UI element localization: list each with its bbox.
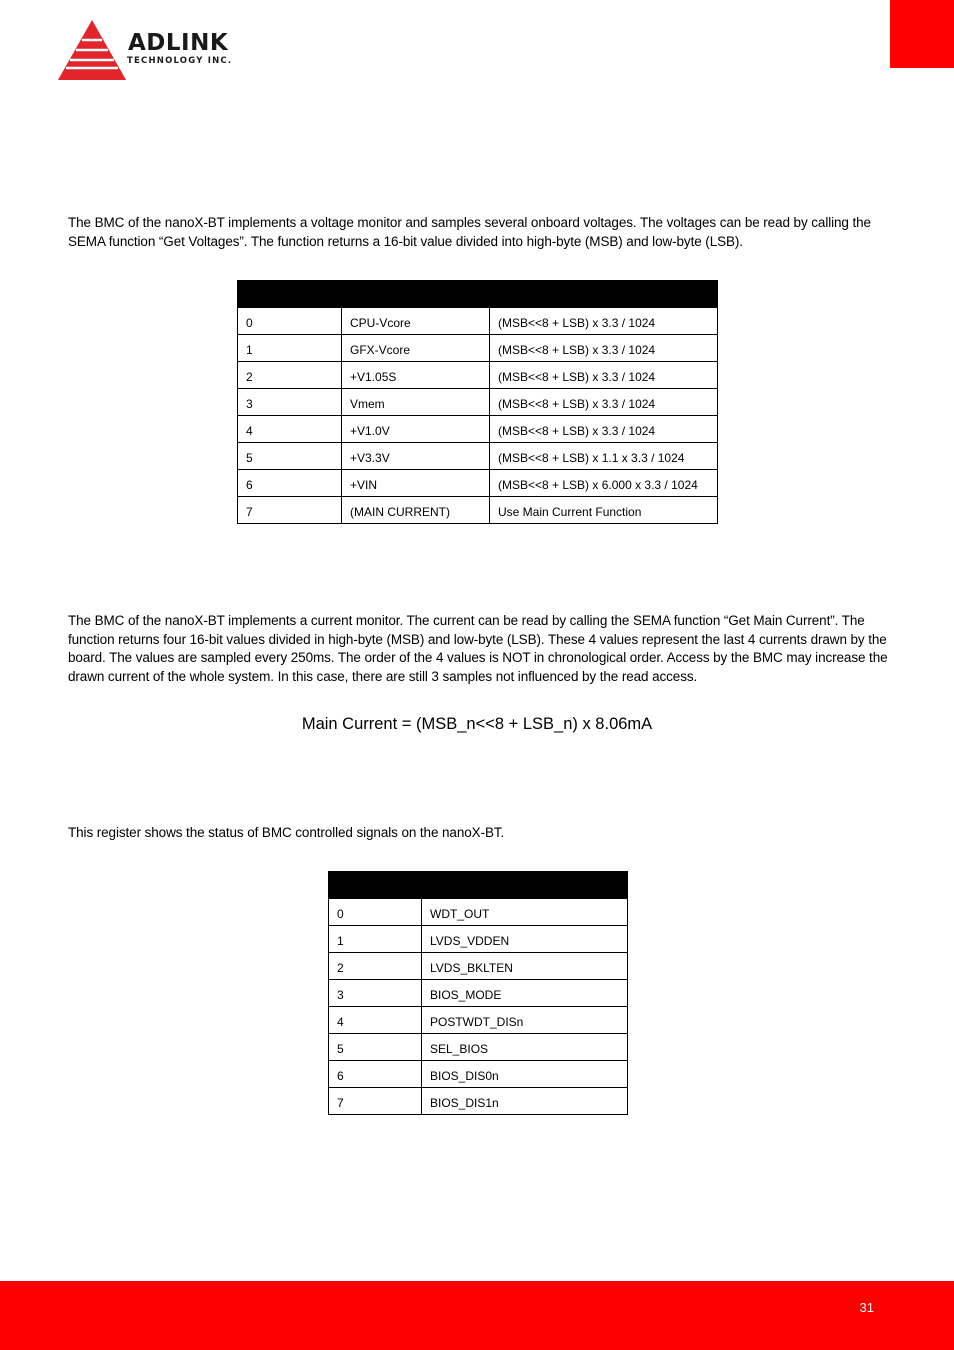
voltage-name: +V1.05S <box>342 362 490 389</box>
voltage-name: CPU-Vcore <box>342 308 490 335</box>
table-row <box>329 1034 628 1061</box>
voltage-formula: Use Main Current Function <box>490 497 718 524</box>
brand-subtitle: TECHNOLOGY INC. <box>127 56 233 66</box>
voltage-index: 2 <box>238 362 342 389</box>
signal-table <box>328 871 628 1115</box>
signal-name: POSTWDT_DISn <box>422 1007 628 1034</box>
brand-name: ADLINK <box>128 30 229 56</box>
voltage-formula: (MSB<<8 + LSB) x 1.1 x 3.3 / 1024 <box>490 443 718 470</box>
voltage-index: 6 <box>238 470 342 497</box>
voltage-index: 1 <box>238 335 342 362</box>
corner-tab <box>890 0 954 68</box>
table-row <box>238 443 718 470</box>
voltage-formula: (MSB<<8 + LSB) x 3.3 / 1024 <box>490 416 718 443</box>
voltage-formula: (MSB<<8 + LSB) x 3.3 / 1024 <box>490 335 718 362</box>
table-row <box>238 308 718 335</box>
voltage-name: Vmem <box>342 389 490 416</box>
signal-name: BIOS_DIS0n <box>422 1061 628 1088</box>
current-intro: The BMC of the nanoX-BT implements a current monitor. The current can be read by calling the SEMA function “Get Main Current”. The function returns four 16-bit values divided in high-byte (MSB) and low-byte (LSB). These 4 values represent the last 4 currents drawn by the board. The values are sampled every 250ms. The order of the 4 values is NOT in chronological order. Access by the BMC may increase the drawn current of the whole system. In this case, there are still 3 samples not influenced by the read access. <box>68 613 888 685</box>
voltage-name: +VIN <box>342 470 490 497</box>
table-row <box>238 497 718 524</box>
voltage-index: 5 <box>238 443 342 470</box>
voltage-name: GFX-Vcore <box>342 335 490 362</box>
signal-name: BIOS_DIS1n <box>422 1088 628 1115</box>
voltage-name: +V1.0V <box>342 416 490 443</box>
signal-bit: 1 <box>329 926 422 953</box>
voltage-name: +V3.3V <box>342 443 490 470</box>
table-row <box>329 980 628 1007</box>
table-row <box>238 389 718 416</box>
signal-table-header <box>329 872 628 899</box>
signal-intro: This register shows the status of BMC controlled signals on the nanoX-BT. <box>68 825 505 840</box>
voltage-formula: (MSB<<8 + LSB) x 3.3 / 1024 <box>490 389 718 416</box>
adlink-triangle-icon <box>56 18 126 86</box>
voltage-name: (MAIN CURRENT) <box>342 497 490 524</box>
signal-bit: 0 <box>329 899 422 926</box>
table-row <box>329 899 628 926</box>
signal-name: LVDS_BKLTEN <box>422 953 628 980</box>
voltage-intro: The BMC of the nanoX-BT implements a voltage monitor and samples several onboard voltages. The voltages can be read by calling the SEMA function “Get Voltages”. The function returns a 16-bit value divided into high-byte (MSB) and low-byte (LSB). <box>68 215 871 249</box>
voltage-index: 3 <box>238 389 342 416</box>
voltage-formula: (MSB<<8 + LSB) x 6.000 x 3.3 / 1024 <box>490 470 718 497</box>
table-row <box>238 416 718 443</box>
signal-bit: 6 <box>329 1061 422 1088</box>
voltage-table <box>237 280 718 524</box>
main-current-formula: Main Current = (MSB_n<<8 + LSB_n) x 8.06mA <box>301 715 653 733</box>
signal-bit: 4 <box>329 1007 422 1034</box>
voltage-index: 7 <box>238 497 342 524</box>
voltage-table-header <box>238 281 718 308</box>
table-row <box>238 335 718 362</box>
footer-bar <box>0 1281 954 1350</box>
voltage-formula: (MSB<<8 + LSB) x 3.3 / 1024 <box>490 308 718 335</box>
table-row <box>329 926 628 953</box>
table-row <box>238 362 718 389</box>
adlink-logo <box>56 18 270 86</box>
table-row <box>329 953 628 980</box>
voltage-index: 0 <box>238 308 342 335</box>
voltage-formula: (MSB<<8 + LSB) x 3.3 / 1024 <box>490 362 718 389</box>
signal-bit: 5 <box>329 1034 422 1061</box>
table-row <box>329 1088 628 1115</box>
signal-bit: 2 <box>329 953 422 980</box>
signal-name: BIOS_MODE <box>422 980 628 1007</box>
signal-bit: 3 <box>329 980 422 1007</box>
voltage-index: 4 <box>238 416 342 443</box>
signal-name: SEL_BIOS <box>422 1034 628 1061</box>
signal-name: LVDS_VDDEN <box>422 926 628 953</box>
table-row <box>329 1007 628 1034</box>
page-number: 31 <box>859 1300 874 1315</box>
signal-bit: 7 <box>329 1088 422 1115</box>
table-row <box>329 1061 628 1088</box>
signal-name: WDT_OUT <box>422 899 628 926</box>
table-row <box>238 470 718 497</box>
